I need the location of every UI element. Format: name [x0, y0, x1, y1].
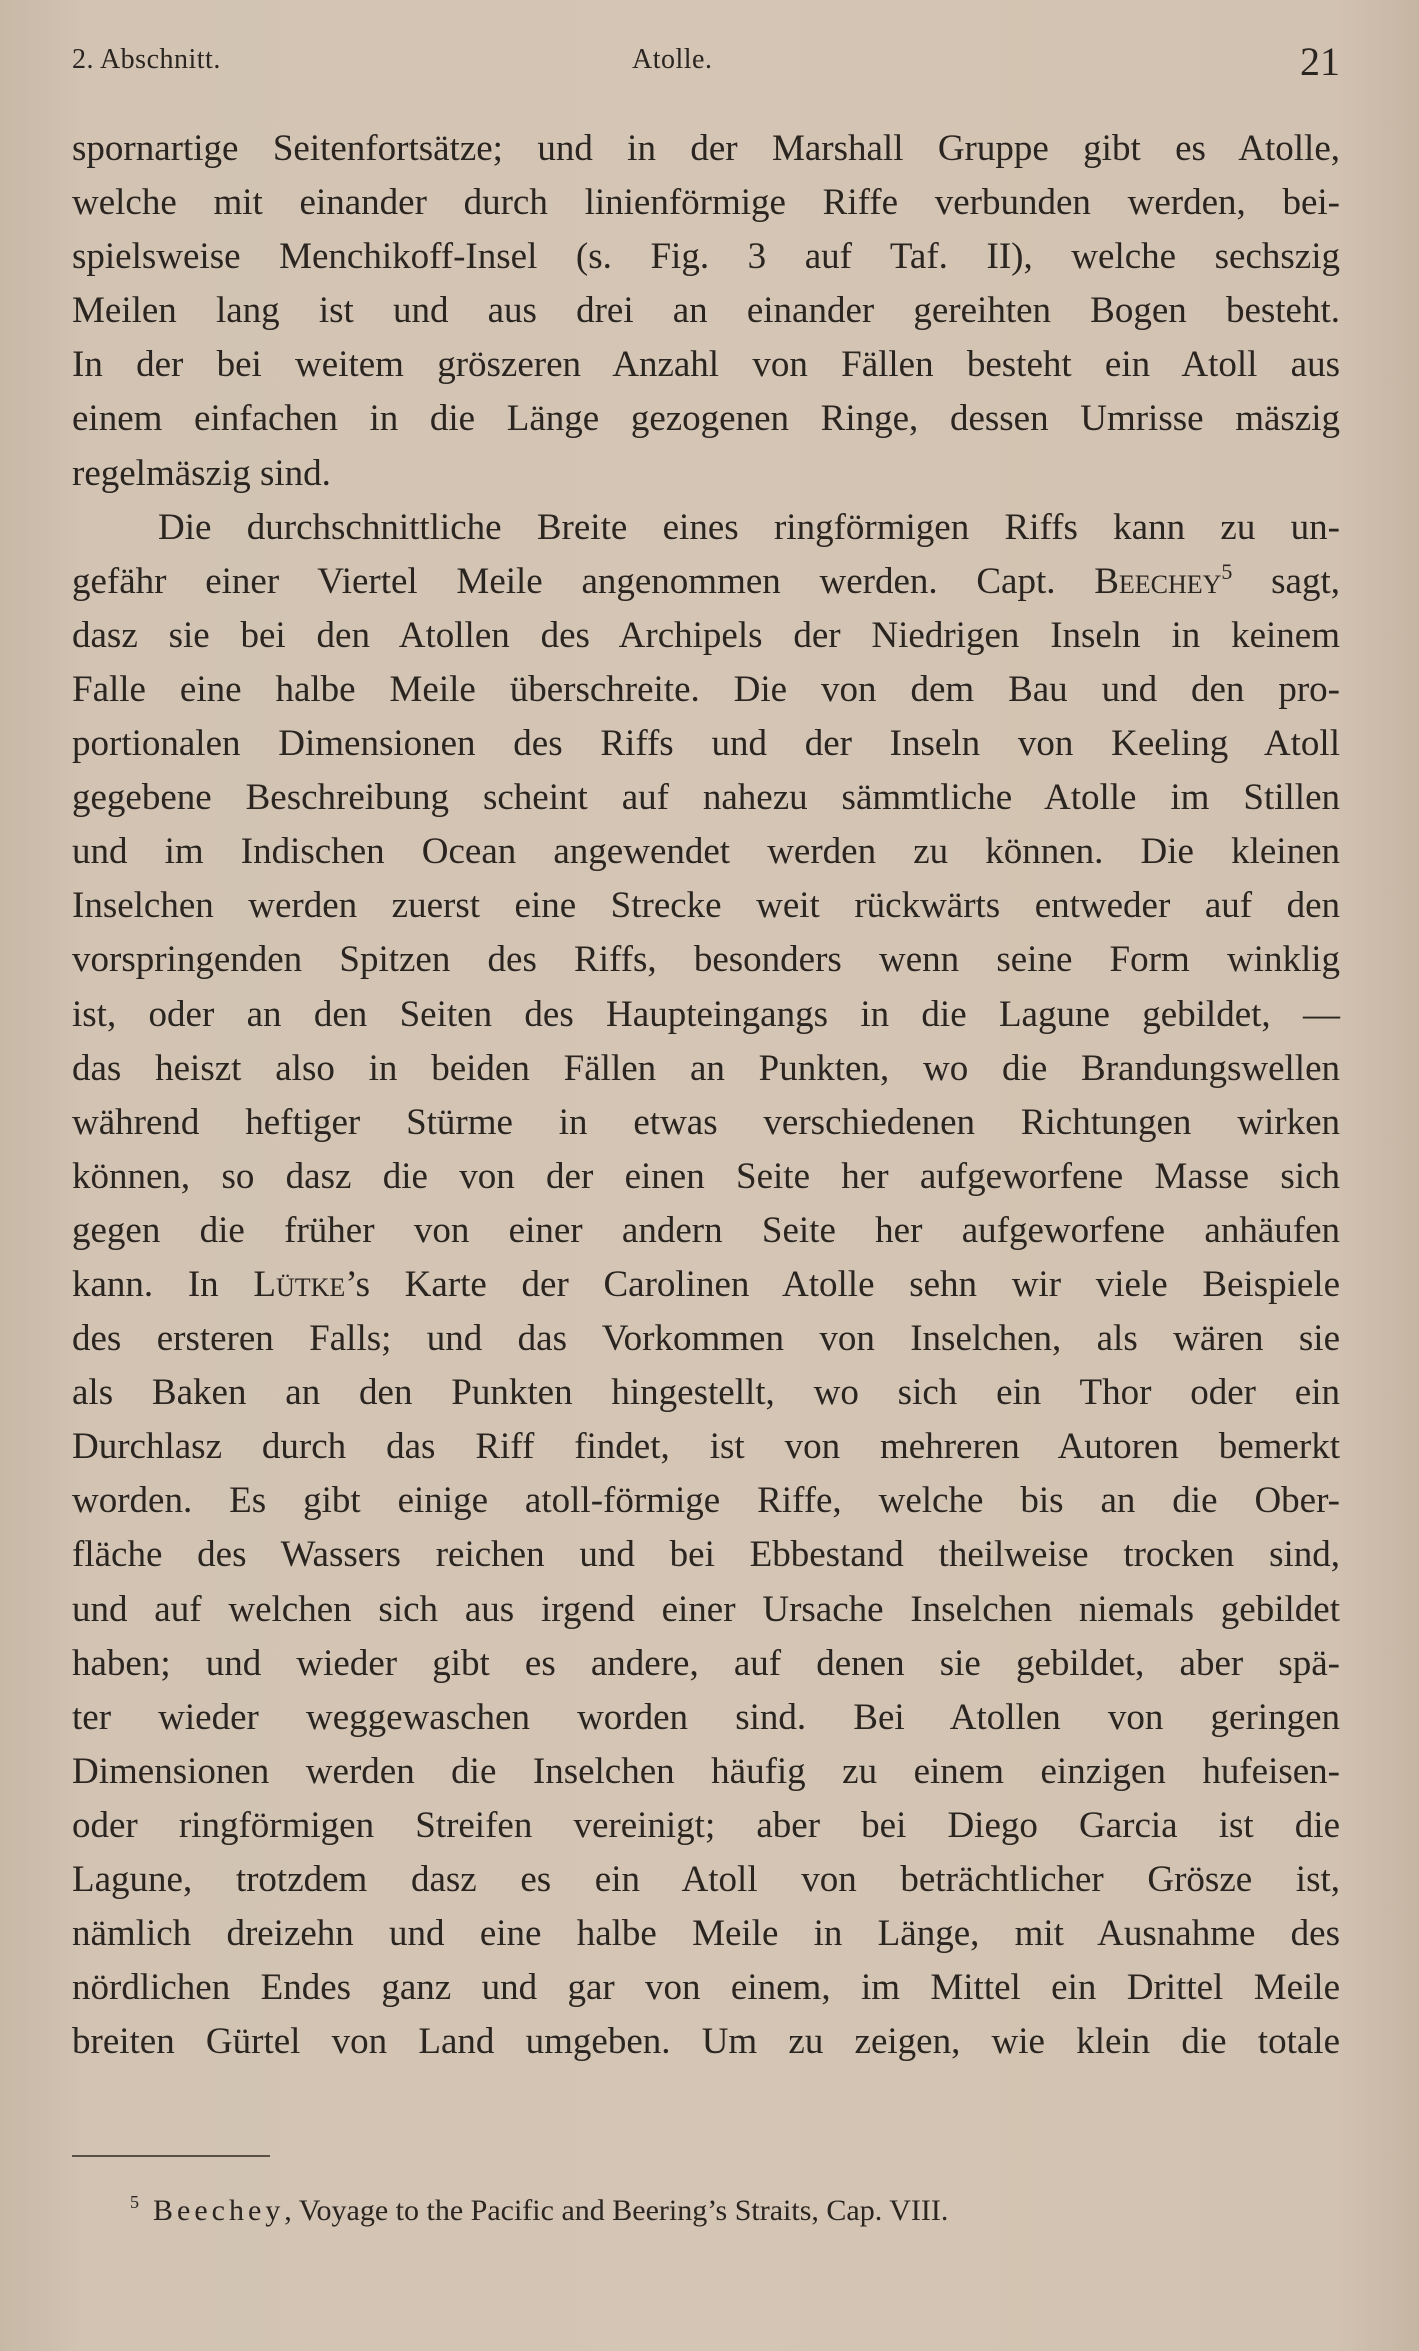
text-segment: ’s Karte der Carolinen Atolle sehn wir viele Beispiele: [345, 1263, 1341, 1305]
text-line: vorspringenden Spitzen des Riffs, besonders wenn seine Form winklig: [72, 939, 1340, 981]
author-name: Beechey: [1094, 560, 1222, 602]
author-name: Lütke: [253, 1263, 346, 1305]
text-line: und auf welchen sich aus irgend einer Ursache Inselchen niemals gebildet: [72, 1588, 1340, 1630]
text-line: breiten Gürtel von Land umgeben. Um zu zeigen, wie klein die totale: [72, 2021, 1340, 2063]
text-line: Lagune, trotzdem dasz es ein Atoll von beträchtlicher Grösze ist,: [72, 1859, 1340, 1900]
text-line: oder ringförmigen Streifen vereinigt; aber bei Diego Garcia ist die: [72, 1804, 1340, 1846]
text-line: spielsweise Menchikoff-Insel (s. Fig. 3 auf Taf. II), welche sechszig: [72, 236, 1340, 278]
text-line: nämlich dreizehn und eine halbe Meile in Länge, mit Ausnahme des: [72, 1913, 1340, 1955]
footnote-divider: [72, 2155, 270, 2157]
footnote-text: , Voyage to the Pacific and Beering’s Straits, Cap. VIII.: [284, 2194, 949, 2227]
text-line: während heftiger Stürme in etwas verschiedenen Richtungen wirken: [72, 1101, 1340, 1143]
footnote-reference: 5: [1221, 558, 1233, 584]
text-line: [72, 1258, 1340, 1312]
text-line: portionalen Dimensionen des Riffs und der Inseln von Keeling Atoll: [72, 723, 1340, 765]
text-line: [72, 555, 1340, 609]
main-text: [72, 122, 1340, 2069]
footnote: [130, 2192, 948, 2228]
page-number: 21: [1300, 39, 1340, 84]
text-segment: gefähr einer Viertel Meile angenommen werden. Capt.: [72, 560, 1056, 602]
text-line: nördlichen Endes ganz und gar von einem, im Mittel ein Drittel Meile: [72, 1967, 1340, 2009]
text-line: regelmäszig sind.: [72, 452, 331, 494]
text-line: das heiszt also in beiden Fällen an Punkten, wo die Brandungswellen: [72, 1047, 1340, 1089]
running-title: Atolle.: [632, 44, 713, 75]
text-line: Falle eine halbe Meile überschreite. Die von dem Bau und den pro-: [72, 668, 1340, 710]
footnote-marker: 5: [130, 2192, 139, 2212]
text-segment: kann. In: [72, 1263, 219, 1305]
text-line: worden. Es gibt einige atoll-förmige Riffe, welche bis an die Ober-: [72, 1480, 1340, 1522]
text-segment: sagt,: [1271, 560, 1340, 602]
section-label: 2. Abschnitt.: [72, 44, 221, 75]
text-line: dasz sie bei den Atollen des Archipels der Niedrigen Inseln in keinem: [72, 614, 1340, 656]
text-line: Durchlasz durch das Riff findet, ist von mehreren Autoren bemerkt: [72, 1426, 1340, 1468]
text-line: fläche des Wassers reichen und bei Ebbestand theilweise trocken sind,: [72, 1534, 1340, 1576]
text-line: gegen die früher von einer andern Seite her aufgeworfene anhäufen: [72, 1209, 1340, 1251]
text-line: ter wieder weggewaschen worden sind. Bei Atollen von geringen: [72, 1696, 1340, 1738]
text-line: welche mit einander durch linienförmige Riffe verbunden werden, bei-: [72, 182, 1340, 224]
text-line: als Baken an den Punkten hingestellt, wo sich ein Thor oder ein: [72, 1372, 1340, 1414]
text-line: Die durchschnittliche Breite eines ringförmigen Riffs kann zu un-: [158, 506, 1340, 548]
text-line: Dimensionen werden die Inselchen häufig zu einem einzigen hufeisen-: [72, 1750, 1340, 1792]
text-line: Inselchen werden zuerst eine Strecke weit rückwärts entweder auf den: [72, 885, 1340, 927]
text-line: und im Indischen Ocean angewendet werden zu können. Die kleinen: [72, 831, 1340, 873]
text-line: einem einfachen in die Länge gezogenen Ringe, dessen Umrisse mäszig: [72, 398, 1340, 440]
text-line: des ersteren Falls; und das Vorkommen von Inselchen, als wären sie: [72, 1318, 1340, 1360]
text-line: haben; und wieder gibt es andere, auf denen sie gebildet, aber spä-: [72, 1642, 1340, 1684]
footnote-author: Beechey: [153, 2194, 285, 2227]
text-line: ist, oder an den Seiten des Haupteingangs in die Lagune gebildet, —: [72, 993, 1340, 1035]
text-line: Meilen lang ist und aus drei an einander gereihten Bogen besteht.: [72, 290, 1340, 332]
text-line: gegebene Beschreibung scheint auf nahezu sämmtliche Atolle im Stillen: [72, 777, 1340, 819]
running-header: [72, 39, 1340, 104]
text-line: können, so dasz die von der einen Seite her aufgeworfene Masse sich: [72, 1155, 1340, 1197]
text-line: In der bei weitem gröszeren Anzahl von Fällen besteht ein Atoll aus: [72, 344, 1340, 386]
text-line: spornartige Seitenfortsätze; und in der Marshall Gruppe gibt es Atolle,: [72, 128, 1340, 169]
